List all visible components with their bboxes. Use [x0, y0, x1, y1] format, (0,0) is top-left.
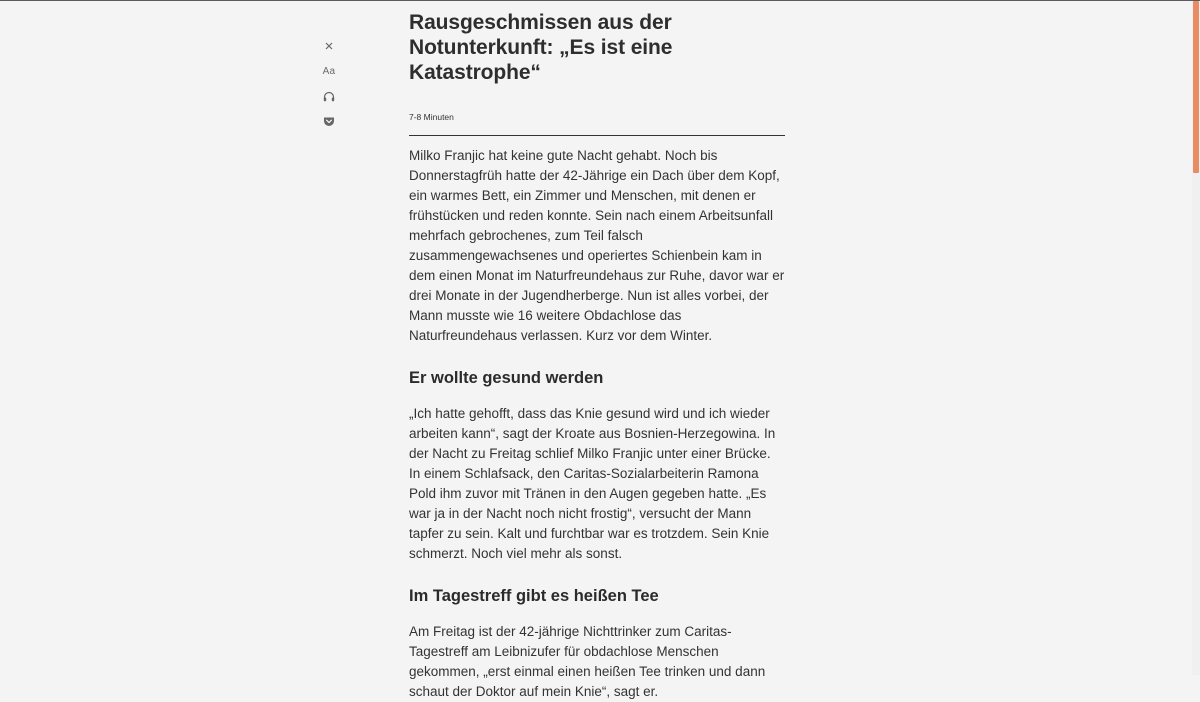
- section-heading: Im Tagestreff gibt es heißen Tee: [409, 587, 659, 605]
- scrollbar[interactable]: [1192, 1, 1200, 675]
- close-button[interactable]: [316, 34, 342, 58]
- headphones-icon: [323, 91, 335, 102]
- reading-time: 7-8 Minuten: [409, 112, 454, 122]
- reader-toolbar: [316, 34, 342, 134]
- article: [409, 10, 785, 702]
- section-heading: Er wollte gesund werden: [409, 369, 604, 387]
- article-title: Rausgeschmissen aus der Notunterkunft: „Es ist eine Katastrophe“: [409, 11, 673, 84]
- close-icon: [324, 41, 334, 51]
- article-paragraph: „Ich hatte gehofft, dass das Knie gesund wird und ich wieder arbeiten kann“, sagt der Kroate aus Bosnien-Herzegowina. In der Nacht zu Freitag schlief Milko Franjic unter einer Brücke. In einem Schlafsack, den Caritas-Sozialarbeiterin Ramona Pold ihm zuvor mit Tränen in den Augen gegeben hatte. „Es war ja in der Nacht noch nicht frostig“, versucht der Mann tapfer zu sein. Kalt und furchtbar war es trotzdem. Sein Knie schmerzt. Noch viel mehr als sonst.: [409, 406, 776, 561]
- listen-button[interactable]: [316, 84, 342, 108]
- title-divider: [409, 135, 785, 136]
- article-paragraph: Am Freitag ist der 42-jährige Nichttrinker zum Caritas-Tagestreff am Leibnizufer für obdachlose Menschen gekommen, „erst einmal einen heißen Tee trinken und dann schaut der Doktor auf mein Knie“, sagt er.: [409, 624, 766, 699]
- top-border: [0, 0, 1200, 1]
- save-to-pocket-button[interactable]: [316, 109, 342, 133]
- font-settings-button[interactable]: [316, 59, 342, 83]
- article-paragraph: Milko Franjic hat keine gute Nacht gehabt. Noch bis Donnerstagfrüh hatte der 42-Jährige ein Dach über dem Kopf, ein warmes Bett, ein Zimmer und Menschen, mit denen er frühstücken und reden konnte. Sein nach einem Arbeitsunfall mehrfach gebrochenes, zum Teil falsch zusammengewachsenes und operiertes Schienbein kam in dem einen Monat im Naturfreundehaus zur Ruhe, davor war er drei Monate in der Jugendherberge. Nun ist alles vorbei, der Mann musste wie 16 weitere Obdachlose das Naturfreundehaus verlassen. Kurz vor dem Winter.: [409, 148, 785, 343]
- font-settings-label: Aa: [322, 65, 336, 77]
- pocket-icon: [323, 116, 335, 127]
- scrollbar-thumb[interactable]: [1193, 1, 1199, 173]
